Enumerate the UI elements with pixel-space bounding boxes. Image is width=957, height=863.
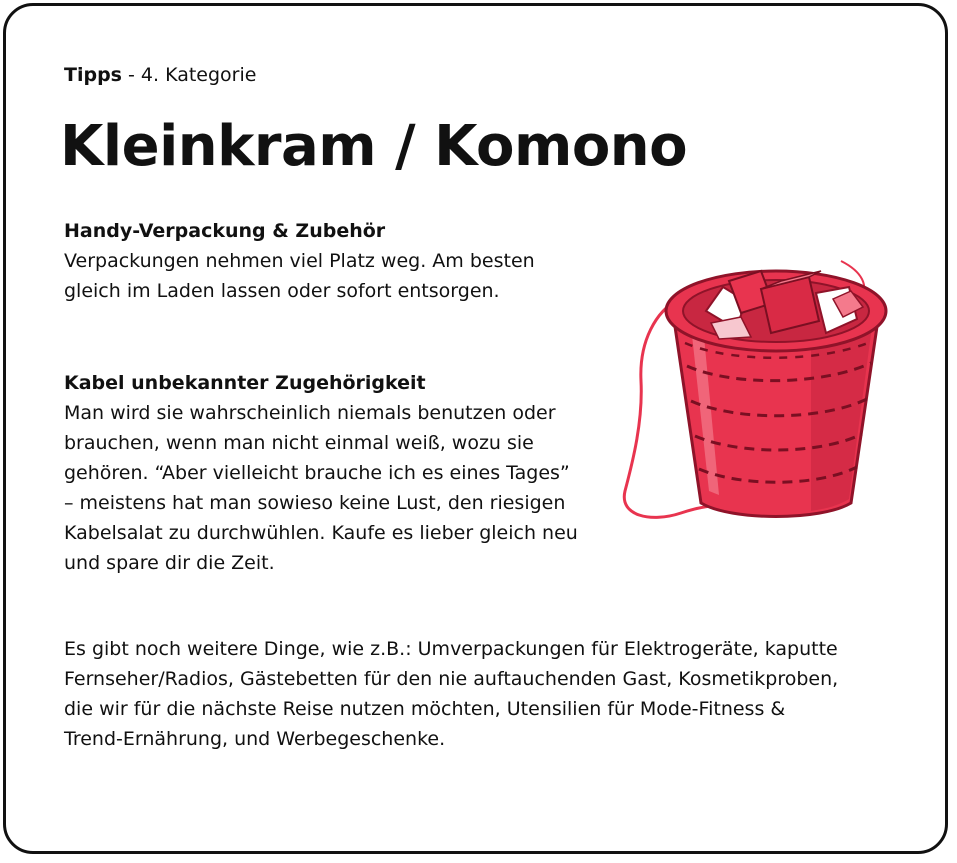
tip-card: [3, 3, 948, 854]
category-label-bold: Tipps: [64, 64, 122, 86]
tip-text: Man wird sie wahrscheinlich niemals benutzen oder brauchen, wenn man nicht einmal weiß, wozu sie gehören. “Aber vielleicht brauche ich es eines Tages” – meistens hat man sowieso keine Lust, den riesigen Kabelsalat zu durchwühlen. Kaufe es lieber gleich neu und spare dir die Zeit.: [64, 402, 578, 574]
category-label: [64, 63, 256, 87]
tip-text: Verpackungen nehmen viel Platz weg. Am besten gleich im Laden lassen oder sofort entsorgen.: [64, 250, 535, 302]
additional-items-paragraph: [64, 634, 914, 754]
tip-section-cables: [64, 368, 612, 578]
category-label-rest: - 4. Kategorie: [121, 64, 257, 86]
trash-bucket-icon: [611, 241, 906, 531]
footer-text: Es gibt noch weitere Dinge, wie z.B.: Umverpackungen für Elektrogeräte, kaputte Fernseher/Radios, Gästebetten für den nie auftauchenden Gast, Kosmetikproben, die wir für die nächste Reise nutzen möchten, Utensilien für Mode-Fitness & Trend-Ernährung, und Werbegeschenke.: [64, 638, 839, 750]
tip-heading: Kabel unbekannter Zugehörigkeit: [64, 372, 426, 394]
tip-heading: Handy-Verpackung & Zubehör: [64, 220, 386, 242]
tip-section-packaging: [64, 216, 604, 306]
page-title: Kleinkram / Komono: [60, 114, 688, 179]
